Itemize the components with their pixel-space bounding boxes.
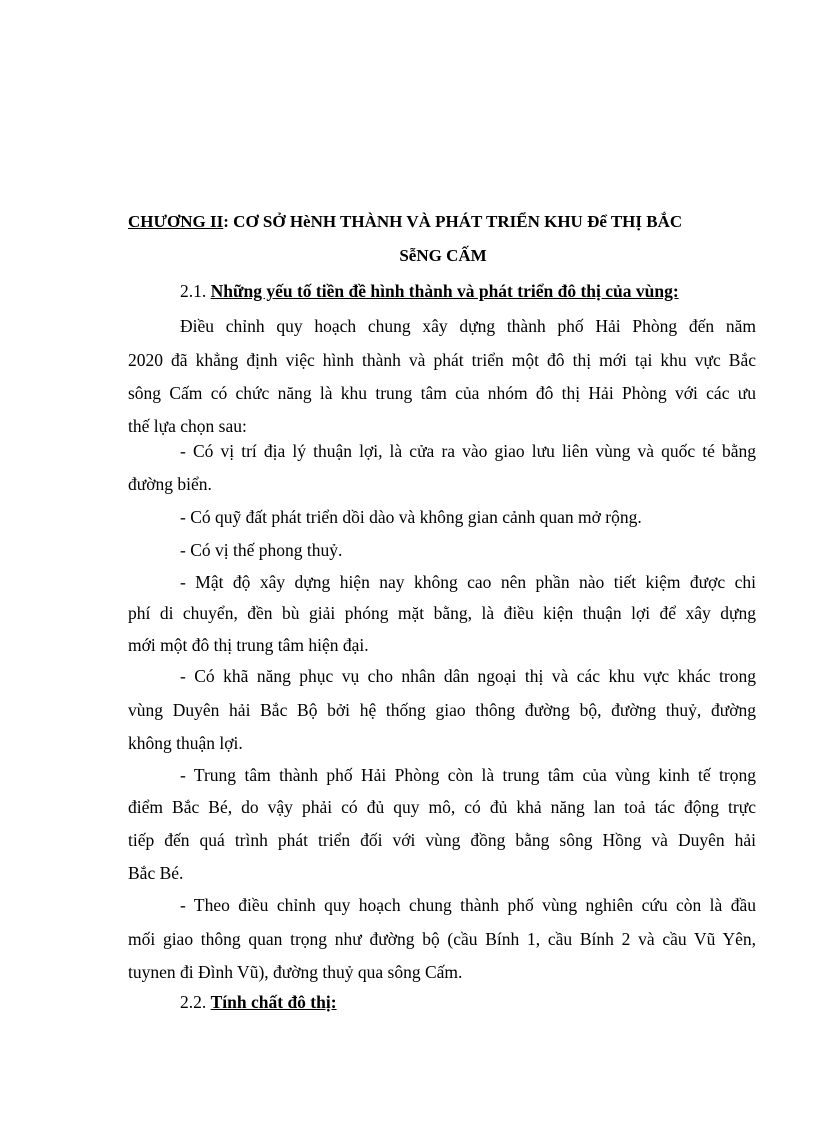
section-title: Những yếu tố tiền đề hình thành và phát triển đô thị của vùng: bbox=[210, 281, 679, 301]
section-heading-2-1 bbox=[180, 279, 679, 303]
paragraph-line: phí di chuyển, đền bù giải phóng mặt bằng, là điều kiện thuận lợi để xây dựng bbox=[128, 603, 756, 623]
chapter-label: CHƯƠNG II bbox=[128, 212, 224, 231]
chapter-title-line2: SễNG CẤM bbox=[399, 246, 487, 265]
paragraph-line: đường biển. bbox=[128, 474, 212, 494]
paragraph-line: mới một đô thị trung tâm hiện đại. bbox=[128, 635, 369, 655]
paragraph-line: - Theo điều chỉnh quy hoạch chung thành phố vùng nghiên cứu còn là đầu bbox=[180, 895, 756, 915]
paragraph-line: - Trung tâm thành phố Hải Phòng còn là trung tâm của vùng kinh tế trọng bbox=[180, 765, 756, 785]
paragraph-line: - Có vị trí địa lý thuận lợi, là cửa ra vào giao lưu liên vùng và quốc té bằng bbox=[180, 441, 756, 461]
paragraph-line: tuynen đi Đình Vũ), đường thuỷ qua sông Cấm. bbox=[128, 962, 463, 982]
paragraph-line: - Có vị thế phong thuỷ. bbox=[180, 540, 343, 560]
paragraph-line: - Có khã năng phục vụ cho nhân dân ngoại thị và các khu vực khác trong bbox=[180, 666, 756, 686]
paragraph-line: sông Cấm có chức năng là khu trung tâm của nhóm đô thị Hải Phòng với các ưu bbox=[128, 383, 756, 403]
paragraph-line: mối giao thông quan trọng như đường bộ (cầu Bính 1, cầu Bính 2 và cầu Vũ Yên, bbox=[128, 929, 756, 949]
section-title: Tính chất đô thị: bbox=[210, 992, 337, 1012]
paragraph-line: thế lựa chọn sau: bbox=[128, 416, 247, 436]
paragraph-line: không thuận lợi. bbox=[128, 733, 243, 753]
paragraph-line: - Mật độ xây dựng hiện nay không cao nên phần nào tiết kiệm được chi bbox=[180, 572, 756, 592]
chapter-title-text: : CƠ SỞ HèNH THÀNH VÀ PHÁT TRIỂN KHU Để THỊ BẮC bbox=[223, 212, 683, 231]
section-number: 2.2. bbox=[180, 992, 207, 1012]
paragraph-line: - Có quỹ đất phát triển dồi dào và không gian cảnh quan mở rộng. bbox=[180, 507, 642, 527]
paragraph-line: vùng Duyên hải Bắc Bộ bởi hệ thống giao thông đường bộ, đường thuỷ, đường bbox=[128, 700, 756, 720]
paragraph-line: Điều chỉnh quy hoạch chung xây dựng thành phố Hải Phòng đến năm bbox=[180, 316, 756, 336]
paragraph-line: Bắc Bé. bbox=[128, 863, 184, 883]
section-heading-2-2 bbox=[180, 990, 337, 1014]
chapter-title bbox=[128, 212, 758, 232]
paragraph-line: điểm Bắc Bé, do vậy phải có đủ quy mô, có đủ khả năng lan toả tác động trực bbox=[128, 797, 756, 817]
section-number: 2.1. bbox=[180, 281, 207, 301]
paragraph-line: tiếp đến quá trình phát triển đối với vùng đồng bằng sông Hồng và Duyên hải bbox=[128, 830, 756, 850]
paragraph-line: 2020 đã khẳng định việc hình thành và phát triển một đô thị mới tại khu vực Bắc bbox=[128, 350, 756, 370]
